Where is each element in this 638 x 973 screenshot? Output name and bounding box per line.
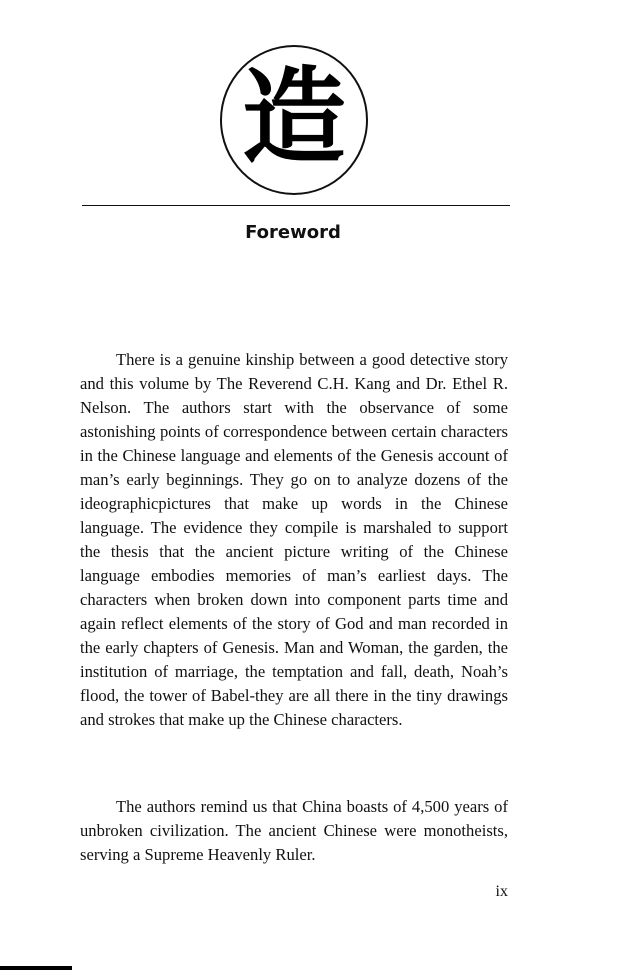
page-number: ix — [495, 883, 508, 900]
seal-character: 造 — [241, 55, 346, 178]
body-paragraph-2: The authors remind us that China boasts of 4,500 years of unbroken civilization. The ancient Chinese were monotheists, serving a Supreme Heavenly Ruler. — [80, 797, 508, 864]
page-title: Foreword — [245, 222, 341, 243]
bottom-edge-bar — [0, 966, 72, 970]
header-divider — [82, 205, 510, 206]
body-paragraph-1: There is a genuine kinship between a good detective story and this volume by The Reverend C.H. Kang and Dr. Ethel R. Nelson. The authors start with the observance of some astonishing points of correspondence between certain characters in the Chinese language and elements of the Genesis account of man’s early beginnings. They go on to analyze dozens of the ideographicpictures that make up words in the Chinese language. The evidence they compile is marshaled to support the thesis that the ancient picture writing of the Chinese language embodies memories of man’s earliest days. The characters when broken down into component parts time and again reflect elements of the story of God and man recorded in the early chapters of Genesis. Man and Woman, the garden, the institution of marriage, the temptation and fall, death, Noah’s flood, the tower of Babel-they are all there in the tiny drawings and strokes that make up the Chinese characters. — [80, 350, 508, 729]
chinese-character-seal — [220, 45, 368, 195]
